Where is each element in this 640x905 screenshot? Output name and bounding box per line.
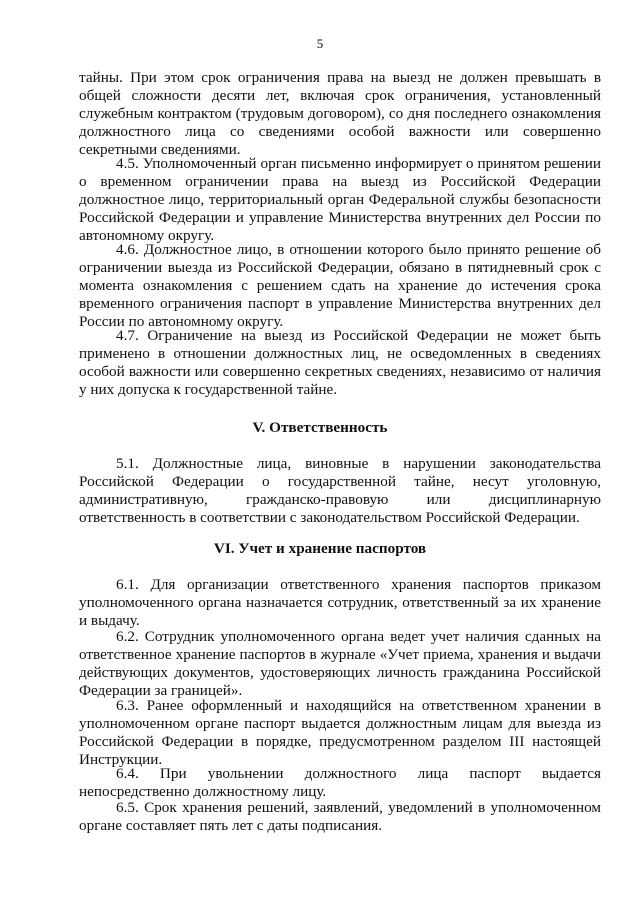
paragraph-5-1: 5.1. Должностные лица, виновные в нарушении законодательства Российской Федерации о государственной тайне, несут уголовную, административную, гражданско-правовую или дисциплинарную ответственность в соответствии с законодательством Российской Федерации. [79, 455, 601, 526]
paragraph-6-1: 6.1. Для организации ответственного хранения паспортов приказом уполномоченного органа назначается сотрудник, ответственный за их хранение и выдачу. [79, 576, 601, 629]
section-heading-passport-storage: VI. Учет и хранение паспортов [213, 540, 427, 557]
section-heading-responsibility: V. Ответственность [252, 419, 388, 436]
paragraph-4-7: 4.7. Ограничение на выезд из Российской Федерации не может быть применено в отношении должностных лиц, не осведомленных в сведениях особой важности или совершенно секретных сведениях, независимо от наличия у них допуска к государственной тайне. [79, 327, 601, 398]
paragraph-4-5: 4.5. Уполномоченный орган письменно информирует о принятом решении о временном ограничении права на выезд из Российской Федерации должностное лицо, территориальный орган Федеральной службы безопасности Российской Федерации и управление Министерства внутренних дел России по автономному округу. [79, 155, 601, 244]
paragraph-continuation: тайны. При этом срок ограничения права на выезд не должен превышать в общей сложности десяти лет, включая срок ограничения, установленный служебным контрактом (трудовым договором), со дня последнего ознакомления должностного лица со сведениями особой важности или совершенно секретными сведениями. [79, 69, 601, 158]
paragraph-6-3: 6.3. Ранее оформленный и находящийся на ответственном хранении в уполномоченном органе паспорт выдается должностным лицам для выезда из Российской Федерации в порядке, предусмотренном разделом III настоящей Инструкции. [79, 697, 601, 768]
page-number: 5 [316, 36, 324, 51]
paragraph-4-6: 4.6. Должностное лицо, в отношении которого было принято решение об ограничении выезда из Российской Федерации, обязано в пятидневный срок с момента ознакомления с решением сдать на хранение до истечения срока временного ограничения паспорт в управление Министерства внутренних дел России по автономному округу. [79, 241, 601, 330]
paragraph-6-2: 6.2. Сотрудник уполномоченного органа ведет учет наличия сданных на ответственное хранение паспортов в журнале «Учет приема, хранения и выдачи действующих документов, удостоверяющих личность гражданина Российской Федерации за границей». [79, 628, 601, 699]
paragraph-6-5: 6.5. Срок хранения решений, заявлений, уведомлений в уполномоченном органе составляет пять лет с даты подписания. [79, 799, 601, 834]
paragraph-6-4: 6.4. При увольнении должностного лица паспорт выдается непосредственно должностному лицу. [79, 765, 601, 800]
